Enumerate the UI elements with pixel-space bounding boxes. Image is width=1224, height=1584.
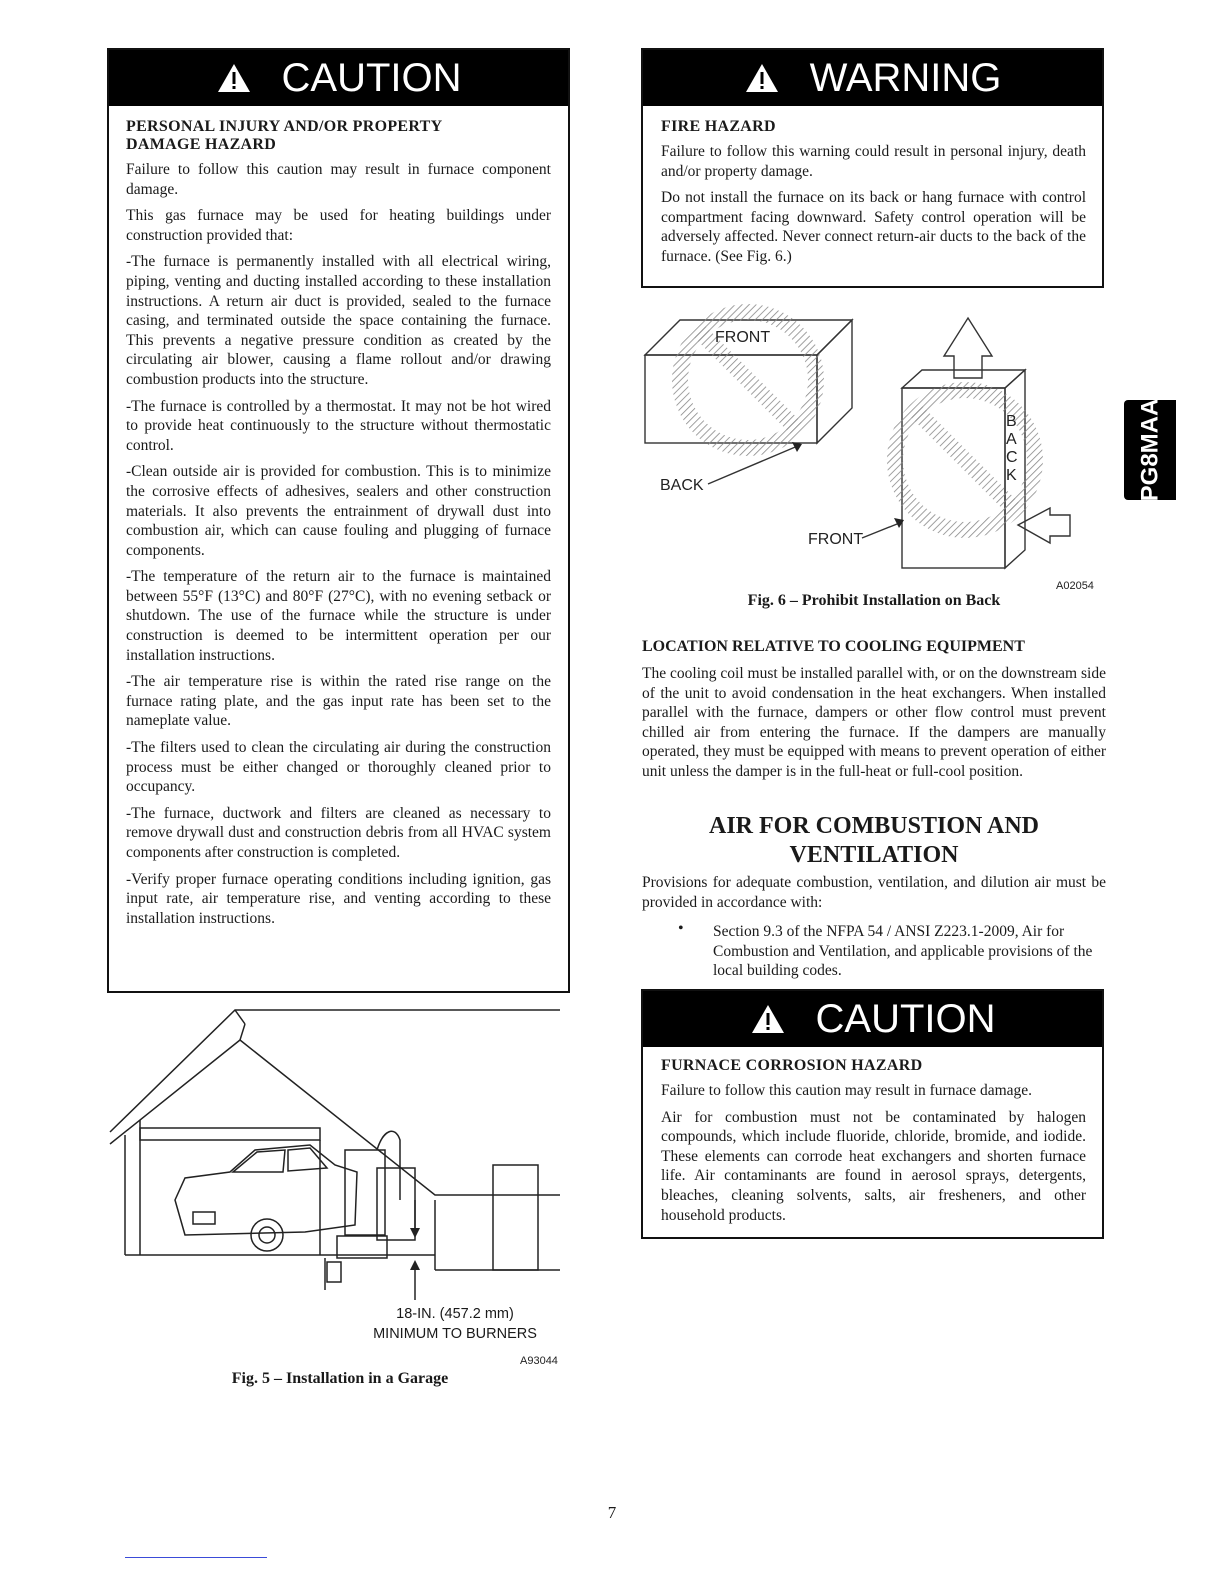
location-body: The cooling coil must be installed parallel with, or on the downstream side of the unit to avoid condensation in the heat exchangers. When installed parallel with the furnace, dampers or other flow control must prevent chilled air from entering the furnace. If the dampers are manually operated, they must be equipped with means to prevent operation of either unit unless the damper is in the full-heat or full-cool position.	[642, 665, 1106, 780]
warning-triangle-icon	[216, 62, 252, 94]
fig5-label-line1: 18-IN. (457.2 mm)	[396, 1306, 514, 1322]
air-intro: Provisions for adequate combustion, ventilation, and dilution air must be provided in accordance with:	[642, 874, 1106, 911]
location-heading: LOCATION RELATIVE TO COOLING EQUIPMENT	[642, 638, 1025, 655]
caution-paragraph: Failure to follow this caution may result in furnace component damage.	[126, 161, 551, 198]
caution-box-personal-injury	[107, 48, 570, 993]
fig6-caption: Fig. 6 – Prohibit Installation on Back	[747, 592, 1001, 609]
caution-paragraph: Air for combustion must not be contaminated by halogen compounds, which include fluoride, chloride, bromide, and iodide. These elements can corrode heat exchangers and shorten furnace life. Air contaminants are found in aerosol sprays, detergents, bleaches, cleaning solvents, salts, air fresheners, and other household products.	[661, 1108, 1086, 1224]
warning-triangle-icon	[744, 62, 780, 94]
warning-box-fire-hazard	[641, 48, 1104, 288]
prohibit-back-installation-illustration	[640, 300, 1110, 595]
hazard-title: FURNACE CORROSION HAZARD	[661, 1057, 923, 1074]
caution-box-corrosion-hazard	[641, 989, 1104, 1239]
fig6-back-label: BACK	[660, 477, 704, 494]
fig5-caption: Fig. 5 – Installation in a Garage	[231, 1370, 449, 1387]
caution-banner	[109, 50, 568, 106]
garage-installation-illustration	[105, 1000, 570, 1320]
hazard-title: FIRE HAZARD	[661, 118, 776, 135]
fig6-back-letter: B	[1006, 413, 1017, 430]
caution-banner	[643, 991, 1102, 1047]
air-heading-line2: VENTILATION	[789, 842, 959, 868]
caution-banner-text: CAUTION	[815, 996, 996, 1041]
caution-paragraph: -The furnace, ductwork and filters are cleaned as necessary to remove drywall dust and construction debris from all HVAC system components after construction is completed.	[126, 804, 551, 861]
fig5-code: A93044	[520, 1355, 558, 1367]
fig6-back-letter: K	[1006, 467, 1017, 484]
fig5-label-line2: MINIMUM TO BURNERS	[373, 1326, 537, 1342]
caution-paragraph: Failure to follow this caution may result in furnace damage.	[661, 1082, 1033, 1099]
fig6-code: A02054	[1056, 580, 1094, 592]
warning-paragraph: Failure to follow this warning could result in personal injury, death and/or property damage.	[661, 143, 1086, 180]
fig6-front-top-label: FRONT	[715, 329, 771, 346]
fig6-back-letter: C	[1006, 449, 1018, 466]
air-heading-line1: AIR FOR COMBUSTION AND	[708, 813, 1040, 839]
caution-paragraph: -The temperature of the return air to the furnace is maintained between 55°F (13°C) and 80°F (27°C), with no evening setback or shutdown. The use of the furnace while the structure is under construction is deemed to be intermittent operation per our installation instructions.	[126, 568, 551, 664]
warning-paragraph: Do not install the furnace on its back or hang furnace with control compartment facing downward. Safety control operation will be adversely affected. Never connect return-air ducts to the back of the furnace. (See Fig. 6.)	[661, 189, 1086, 265]
warning-banner	[643, 50, 1102, 106]
fig6-front-bottom-label: FRONT	[808, 531, 864, 548]
model-side-tab	[1124, 400, 1176, 500]
air-bullet-text: Section 9.3 of the NFPA 54 / ANSI Z223.1-2009, Air for Combustion and Ventilation, and applicable provisions of the local building codes.	[713, 923, 1093, 980]
caution-paragraph: -The air temperature rise is within the rated rise range on the furnace rating plate, and the gas input rate has been set to the nameplate value.	[126, 673, 551, 730]
air-bullet-marker: •	[678, 920, 684, 937]
warning-banner-text: WARNING	[809, 55, 1002, 100]
hazard-title: PERSONAL INJURY AND/OR PROPERTY DAMAGE HAZARD	[126, 118, 442, 153]
caution-paragraph: -The furnace is permanently installed with all electrical wiring, piping, venting and ducting installed according to these installation instructions. A return air duct is provided, sealed to the furnace casing, and terminated outside the space containing the furnace. This prevents a negative pressure condition as created by the circulating air blower, causing a flame rollout and/or drawing combustion products into the structure.	[126, 253, 551, 388]
caution-paragraph: -Clean outside air is provided for combustion. This is to minimize the corrosive effects of adhesives, sealers and other construction materials. It also prevents the entrainment of drywall dust into combustion air, which can cause fouling and plugging of furnace components.	[126, 463, 551, 559]
fig6-back-letter: A	[1006, 431, 1017, 448]
caution-paragraph: -The filters used to clean the circulating air during the construction process must be either changed or thoroughly cleaned prior to occupancy.	[126, 739, 551, 796]
caution-paragraph: This gas furnace may be used for heating buildings under construction provided that:	[126, 207, 551, 244]
caution-paragraph: -The furnace is controlled by a thermostat. It may not be hot wired to provide heat continuously to the structure without thermostatic control.	[126, 397, 551, 454]
caution-paragraph: -Verify proper furnace operating conditions including ignition, gas input rate, air temperature rise, and venting according to these installation instructions.	[126, 870, 551, 927]
caution-banner-text: CAUTION	[281, 55, 462, 100]
warning-triangle-icon	[750, 1003, 786, 1035]
page-number: 7	[607, 1503, 617, 1522]
model-side-tab-label: PG8MAA	[1136, 398, 1163, 502]
footer-rule	[125, 1557, 267, 1558]
